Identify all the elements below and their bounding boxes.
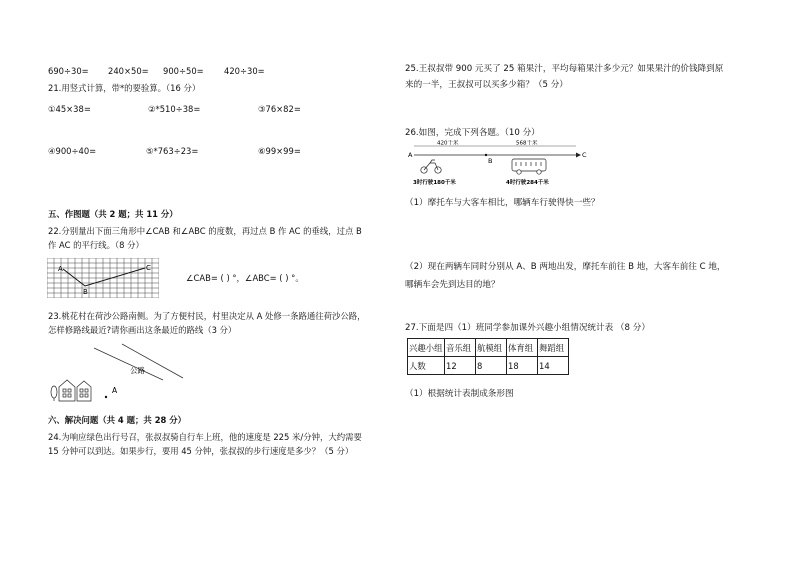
triangle-label-a: A (58, 265, 63, 273)
village-house-icon (51, 380, 91, 401)
road-edge-north (94, 348, 163, 380)
table-header-row (408, 339, 569, 357)
question-23-line1: 23.桃花村在荷沙公路南侧。为了方便村民，村里决定从 A 处修一条路通往荷沙公路， (48, 311, 366, 321)
question-26-sub2-line2: 哪辆车会先到达目的地？ (405, 280, 500, 290)
triangle-abc (63, 268, 145, 286)
table-row (408, 357, 569, 375)
calc-item: ④900÷40= (48, 146, 97, 156)
calc-item: ③76×82= (258, 104, 301, 114)
calc-item: ⑥99×99= (258, 146, 301, 156)
motorcycle-icon (421, 160, 441, 173)
interest-group-table (407, 338, 569, 375)
table-header-cell: 体育组 (507, 339, 538, 357)
question-27-title: 27.下面是四（1）班同学参加课外兴趣小组情况统计表 （8 分） (405, 323, 650, 333)
table-cell: 18 (507, 357, 538, 375)
division-item: 690÷30= (48, 66, 89, 76)
question-26-sub2-line1: （2）现在两辆车同时分别从 A、B 两地出发，摩托车前往 B 地，大客车前往 C 地， (405, 262, 726, 272)
question-24-line1: 24.为响应绿色出行号召，张叔叔骑自行车上班，他的速度是 225 米/分钟，大约需要 (48, 432, 362, 442)
dist-ab-label: 420千米 (437, 140, 459, 147)
question-26-sub1: （1）摩托车与大客车相比，哪辆车行驶得快一些？ (405, 198, 600, 208)
triangle-grid (47, 258, 159, 298)
question-25-line2: 来的一半，王叔叔可以买多少箱？（5 分） (405, 80, 568, 90)
table-header-cell: 音乐组 (445, 339, 476, 357)
question-24-line2: 15 分钟可以到达。如果步行，要用 45 分钟，张叔叔的步行速度是多少？（5 分） (48, 446, 354, 456)
table-header-cell: 航模组 (476, 339, 507, 357)
table-header-cell: 舞蹈组 (538, 339, 569, 357)
route-label-a: A (408, 151, 413, 159)
route-arrow-icon (576, 153, 581, 158)
multiplication-item: 240×50= (108, 66, 149, 76)
point-a-dot (105, 396, 107, 398)
question-25-line1: 25.王叔叔带 900 元买了 25 箱果汁，平均每箱果汁多少元？如果果汁的价钱降到原 (405, 64, 724, 74)
angle-answer-blanks: ∠CAB= ( ) °，∠ABC= ( ) °。 (186, 273, 304, 283)
question-22-line2: 作 AC 的平行线。（8 分） (48, 240, 144, 250)
table-row-label: 人数 (408, 357, 445, 375)
section-6-title: 六、解决问题（共 4 题；共 28 分） (48, 415, 187, 425)
calc-item: ②*510÷38= (148, 104, 201, 114)
question-26-title: 26.如图，完成下列各题。（10 分） (405, 128, 540, 138)
triangle-label-c: C (146, 264, 151, 272)
question-27-sub1: （1）根据统计表制成条形图 (405, 389, 514, 399)
route-label-b: B (488, 157, 493, 165)
route-label-c: C (582, 151, 587, 159)
point-a-label: A (112, 386, 118, 395)
point-b-dot (485, 154, 487, 156)
moto-note: 3时行驶180千米 (413, 180, 456, 186)
table-cell: 8 (476, 357, 507, 375)
table-cell: 12 (445, 357, 476, 375)
bus-icon (512, 159, 546, 174)
division-item: 900÷50= (163, 66, 204, 76)
dist-bc-label: 568千米 (516, 140, 538, 147)
bus-note: 4时行驶284千米 (506, 180, 549, 186)
section-5-title: 五、作图题（共 2 题；共 11 分） (48, 209, 178, 219)
road-label: 公路 (130, 366, 145, 375)
question-21-title: 21.用竖式计算，带*的要验算。（16 分） (48, 83, 201, 93)
question-22-line1: 22.分别量出下面三角形中∠CAB 和∠ABC 的度数，再过点 B 作 AC 的垂线，过点 B (48, 226, 362, 236)
route-diagram (404, 140, 590, 188)
calc-item: ⑤*763÷23= (146, 146, 199, 156)
table-header-cell: 兴趣小组 (408, 339, 445, 357)
table-cell: 14 (538, 357, 569, 375)
division-item: 420÷30= (224, 66, 265, 76)
road-diagram (46, 340, 196, 405)
calc-item: ①45×38= (48, 104, 91, 114)
triangle-label-b: B (83, 288, 88, 296)
question-23-line2: 怎样修路线最近?请你画出这条最近的路线（3 分） (48, 325, 237, 335)
